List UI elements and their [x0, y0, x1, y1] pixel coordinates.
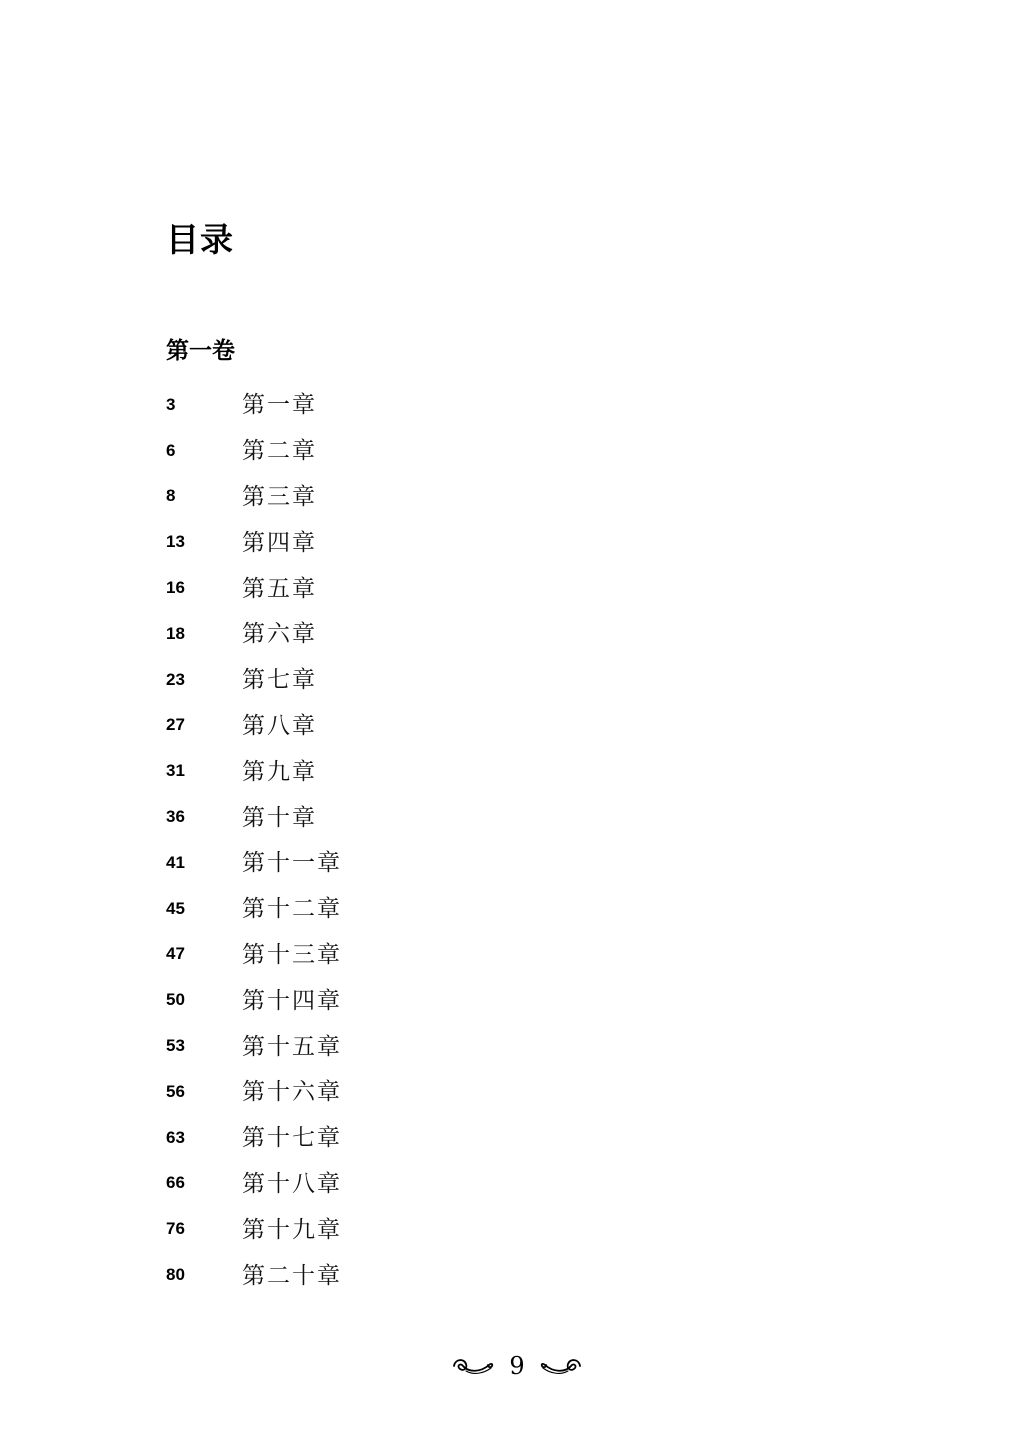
toc-entry[interactable]	[166, 1159, 566, 1205]
toc-chapter-title[interactable]: 第九章	[242, 758, 317, 785]
toc-page-number: 47	[166, 944, 185, 964]
toc-page-number: 8	[166, 486, 176, 506]
toc-entry[interactable]	[166, 838, 566, 884]
toc-chapter-title[interactable]: 第六章	[242, 621, 317, 648]
flourish-left-icon	[451, 1355, 495, 1377]
flourish-right-icon	[539, 1355, 583, 1377]
toc-chapter-title[interactable]: 第十二章	[242, 896, 342, 923]
toc-page-number: 36	[166, 807, 185, 827]
toc-page-number: 13	[166, 532, 185, 552]
toc-page-number: 31	[166, 761, 185, 781]
toc-entry[interactable]	[166, 655, 566, 701]
toc-chapter-title[interactable]: 第十九章	[242, 1216, 342, 1243]
toc-page-number: 45	[166, 898, 185, 918]
toc-entry[interactable]	[166, 975, 566, 1021]
toc-chapter-title[interactable]: 第八章	[242, 712, 317, 739]
toc-entry[interactable]	[166, 1204, 566, 1250]
toc-chapter-title[interactable]: 第十章	[242, 804, 317, 831]
toc-entry[interactable]	[166, 746, 566, 792]
toc-entry[interactable]	[166, 563, 566, 609]
toc-page-number: 23	[166, 669, 185, 689]
toc-chapter-title[interactable]: 第四章	[242, 529, 317, 556]
toc-entry[interactable]	[166, 380, 566, 426]
page-number: 9	[509, 1352, 525, 1380]
toc-page-number: 80	[166, 1265, 185, 1285]
toc-chapter-title[interactable]: 第三章	[242, 483, 317, 510]
toc-page-number: 53	[166, 1036, 185, 1056]
toc-entry[interactable]	[166, 1067, 566, 1113]
toc-page-number: 27	[166, 715, 185, 735]
toc-chapter-title[interactable]: 第十八章	[242, 1170, 342, 1197]
toc-chapter-title[interactable]: 第二十章	[242, 1262, 342, 1289]
toc-chapter-title[interactable]: 第十一章	[242, 850, 342, 877]
toc-entry[interactable]	[166, 884, 566, 930]
volume-heading: 第一卷	[166, 338, 235, 364]
toc-page-number: 3	[166, 394, 176, 414]
page-footer	[0, 1348, 1034, 1384]
page-title: 目录	[166, 220, 234, 259]
toc-page-number: 76	[166, 1219, 185, 1239]
toc-entry[interactable]	[166, 792, 566, 838]
toc-entry[interactable]	[166, 1021, 566, 1067]
toc-entry[interactable]	[166, 472, 566, 518]
toc-chapter-title[interactable]: 第十三章	[242, 941, 342, 968]
toc-page-number: 56	[166, 1081, 185, 1101]
toc-entry[interactable]	[166, 517, 566, 563]
toc-page-number: 6	[166, 440, 176, 460]
toc-entry[interactable]	[166, 701, 566, 747]
toc-page-number: 16	[166, 578, 185, 598]
toc-chapter-title[interactable]: 第十六章	[242, 1079, 342, 1106]
toc-entry[interactable]	[166, 930, 566, 976]
toc-page-number: 41	[166, 852, 185, 872]
toc-chapter-title[interactable]: 第二章	[242, 438, 317, 465]
toc-page-number: 66	[166, 1173, 185, 1193]
toc-entry[interactable]	[166, 426, 566, 472]
toc-entry[interactable]	[166, 609, 566, 655]
toc-chapter-title[interactable]: 第五章	[242, 575, 317, 602]
toc-chapter-title[interactable]: 第七章	[242, 667, 317, 694]
toc-chapter-title[interactable]: 第一章	[242, 392, 317, 419]
toc-entry[interactable]	[166, 1113, 566, 1159]
toc-page-number: 18	[166, 623, 185, 643]
toc-chapter-title[interactable]: 第十四章	[242, 987, 342, 1014]
toc-chapter-title[interactable]: 第十七章	[242, 1125, 342, 1152]
toc-page-number: 50	[166, 990, 185, 1010]
toc-list	[166, 380, 566, 1296]
toc-chapter-title[interactable]: 第十五章	[242, 1033, 342, 1060]
toc-entry[interactable]	[166, 1250, 566, 1296]
toc-page-number: 63	[166, 1127, 185, 1147]
